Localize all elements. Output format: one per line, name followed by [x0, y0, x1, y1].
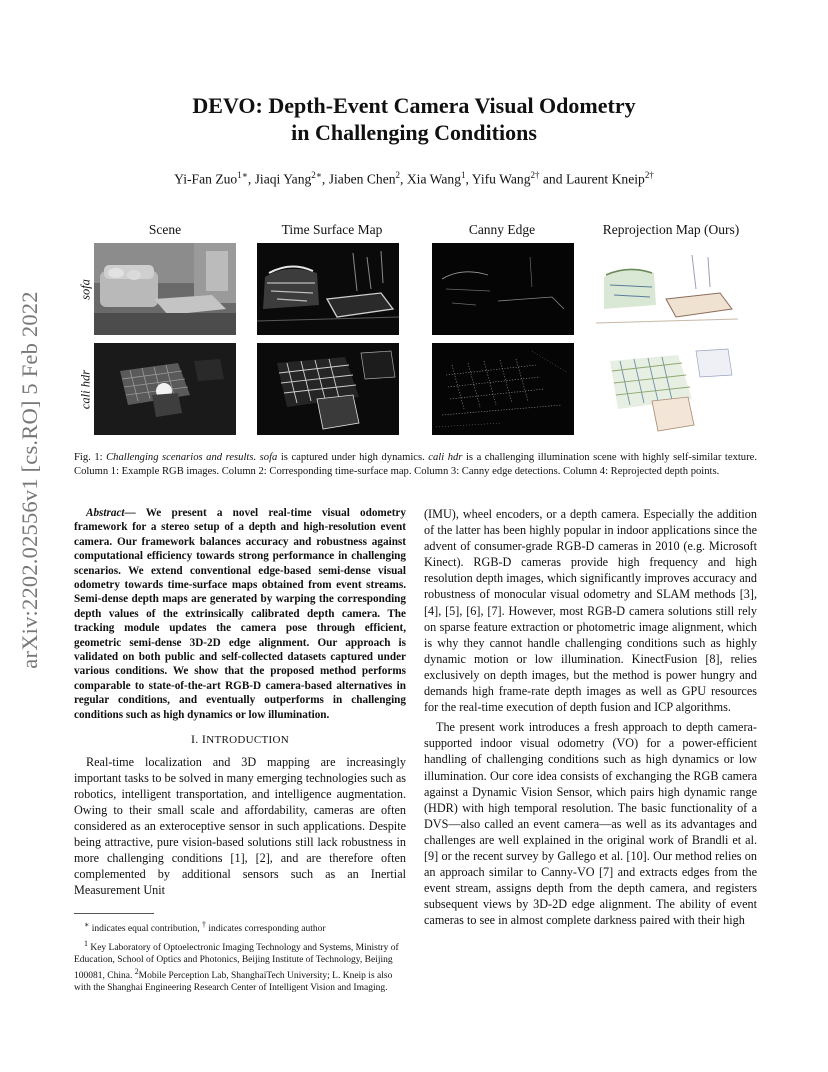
caption-label: Fig. 1:: [74, 452, 107, 463]
author-list: [90, 170, 738, 188]
caption-italic-1: Challenging scenarios and results. sofa: [106, 452, 278, 463]
figure-col-time-surface: Time Surface Map: [281, 222, 383, 237]
figure-col-scene: Scene: [148, 222, 182, 237]
cali-hdr-canny-image: [432, 343, 574, 435]
caption-italic-2: cali hdr: [428, 452, 463, 463]
footnote-affil-1: Key Laboratory of Optoelectronic Imaging Technology and Systems, Ministry of Education, School of Optics and Photonics, Beijing Institute of Technology, Beijing 100081, China.: [74, 942, 399, 982]
abstract-dash: —: [124, 507, 146, 519]
footnote-sym-equal: ∗: [84, 920, 90, 929]
title-line-1: DEVO: Depth-Event Camera Visual Odometry: [192, 93, 636, 118]
footnote-sym-2: 2: [134, 967, 139, 977]
caption-text-2: is a challenging illumination scene with highly self-similar texture. Column 1: Example RGB images. Column 2: Corresponding time-surface map. Column 3: Canny edge detections. Column 4: Reprojected depth points.: [74, 452, 757, 478]
footnote-sym-corr: †: [202, 920, 206, 929]
author-2-affil: 2∗: [311, 170, 322, 180]
arxiv-side-identifier: [10, 270, 50, 690]
figure-row-cali-hdr: cali hdr: [78, 369, 93, 410]
footnotes: [74, 919, 406, 996]
footnote-rule: [74, 913, 154, 914]
author-3: Jiaben Chen: [328, 171, 396, 187]
figure-row-sofa: sofa: [78, 279, 93, 300]
cali-hdr-time-surface-image: [257, 343, 399, 435]
footnote-text-equal: indicates equal contribution,: [89, 924, 203, 935]
author-1-affil: 1∗: [237, 170, 248, 180]
author-sep: ,: [247, 171, 255, 187]
author-4-affil: 1: [461, 170, 466, 180]
author-5-affil: 2†: [530, 170, 540, 180]
intro-paragraph-2: (IMU), wheel encoders, or a depth camera. Especially the addition of the latter has been highly popular in indoor applications since the advent of consumer-grade RGB-D cameras in 2010 (e.g. Microsoft Kinect). RGB-D cameras provide high frequency and high resolution depth images, which significantly improves accuracy and robustness of monocular visual odometry and SLAM methods [3], [4], [5], [6], [7]. However, most RGB-D camera solutions still rely on sparse feature extraction or photometric image alignment, which is why they cannot handle challenging conditions such as highly dynamic motion or low illumination. KinectFusion [8], relies exclusively on depth images, but the method is power hungry and demands high frame-rate depth images as well as GPU resources for the real-time execution of depth fusion and ICP algorithms.: [424, 507, 757, 715]
author-6-affil: 2†: [644, 170, 654, 180]
figure-col-reprojection: Reprojection Map (Ours): [602, 222, 740, 237]
left-column: [74, 506, 406, 899]
author-1: Yi-Fan Zuo: [174, 171, 238, 187]
sofa-reprojection-image: [596, 243, 738, 335]
section-initial: I: [201, 732, 207, 747]
author-5: Yifu Wang: [471, 171, 531, 187]
author-sep: ,: [321, 171, 329, 187]
author-sep: ,: [465, 171, 472, 187]
cali-hdr-scene-image: [94, 343, 236, 435]
sofa-scene-image: [94, 243, 236, 335]
figure-col-canny: Canny Edge: [468, 222, 536, 237]
sofa-canny-image: [432, 243, 574, 335]
intro-paragraph-1: Real-time localization and 3D mapping are increasingly important tasks to be solved in many emerging technologies such as robotics, intelligent transportation, and intelligence augmentation. Owing to their small scale and affordability, cameras are often considered as an exteroceptive sensor in such applications. Despite being attractive, pure vision-based solutions still lack robustness in more challenging conditions [1], [2], and are therefore often complemented by additional sensors such as an Inertial Measurement Unit: [74, 754, 406, 898]
right-column: [424, 506, 757, 928]
caption-text-1: is captured under high dynamics.: [277, 452, 429, 463]
cali-hdr-reprojection-image: [596, 343, 738, 435]
sofa-time-surface-image: [257, 243, 399, 335]
footnote-sym-1: 1: [84, 938, 88, 948]
abstract-lead: Abstract: [86, 507, 125, 519]
section-heading-introduction: [74, 732, 406, 749]
section-title-rest: NTRODUCTION: [206, 734, 289, 747]
section-numeral: I.: [191, 732, 202, 747]
abstract-text: We present a novel real-time visual odometry framework for a stereo setup of a depth and high-resolution event camera. Our framework balances accuracy and robustness against computational efficiency towards strong performance in challenging scenarios. We extend conventional edge-based semi-dense visual odometry towards time-surface maps obtained from event streams. Semi-dense depth maps are generated by warping the corresponding depth values of the extrinsically calibrated depth camera. The tracking module updates the camera pose through efficient, geometric semi-dense 3D-2D edge alignment. Our approach is validated on both public and self-collected datasets captured under various conditions. We show that the proposed method performs comparable to state-of-the-art RGB-D camera-based alternatives in regular conditions, and eventually outperforms in challenging conditions such as high dynamics or low illumination.: [74, 507, 406, 721]
author-sep: ,: [400, 171, 407, 187]
author-6: Laurent Kneip: [565, 171, 645, 187]
footnote-affiliations: [74, 938, 406, 995]
footnote-text-corr: indicates corresponding author: [205, 924, 326, 935]
intro-paragraph-3: The present work introduces a fresh approach to depth camera-supported indoor visual odometry (VO) for a power-efficient handling of challenging conditions such as high dynamics or low illumination. Our core idea consists of exchanging the RGB camera against a Dynamic Vision Sensor, which pairs high dynamic range (HDR) with high temporal resolution. The basic functionality of a DVS—also called an event camera—as well as its advantages and challenges are well explained in the original work of Brandli et al. [9] or the recent survey by Gallego et al. [10]. Our method relies on an approach similar to Canny-VO [7] and extracts edges from the event stream, assigns depth from the depth camera, and registers subsequent views by 3D-2D edge alignment. The ability of event cameras to see in almost complete darkness paired with their high: [424, 720, 757, 928]
author-4: Xia Wang: [406, 171, 461, 187]
author-3-affil: 2: [395, 170, 401, 180]
footnote-contribution: [74, 919, 406, 936]
author-2: Jiaqi Yang: [254, 171, 312, 187]
arxiv-id-text: arXiv:2202.02556v1 [cs.RO] 5 Feb 2022: [17, 291, 42, 669]
figure-caption: [74, 451, 757, 480]
footnote-affil-2: Mobile Perception Lab, ShanghaiTech University; L. Kneip is also with the Shanghai Engineering Research Center of Intelligent Vision and Imaging.: [74, 971, 393, 993]
author-and: and: [539, 171, 566, 187]
title-line-2: in Challenging Conditions: [291, 120, 537, 145]
paper-title: [110, 92, 718, 146]
abstract: [74, 506, 406, 722]
